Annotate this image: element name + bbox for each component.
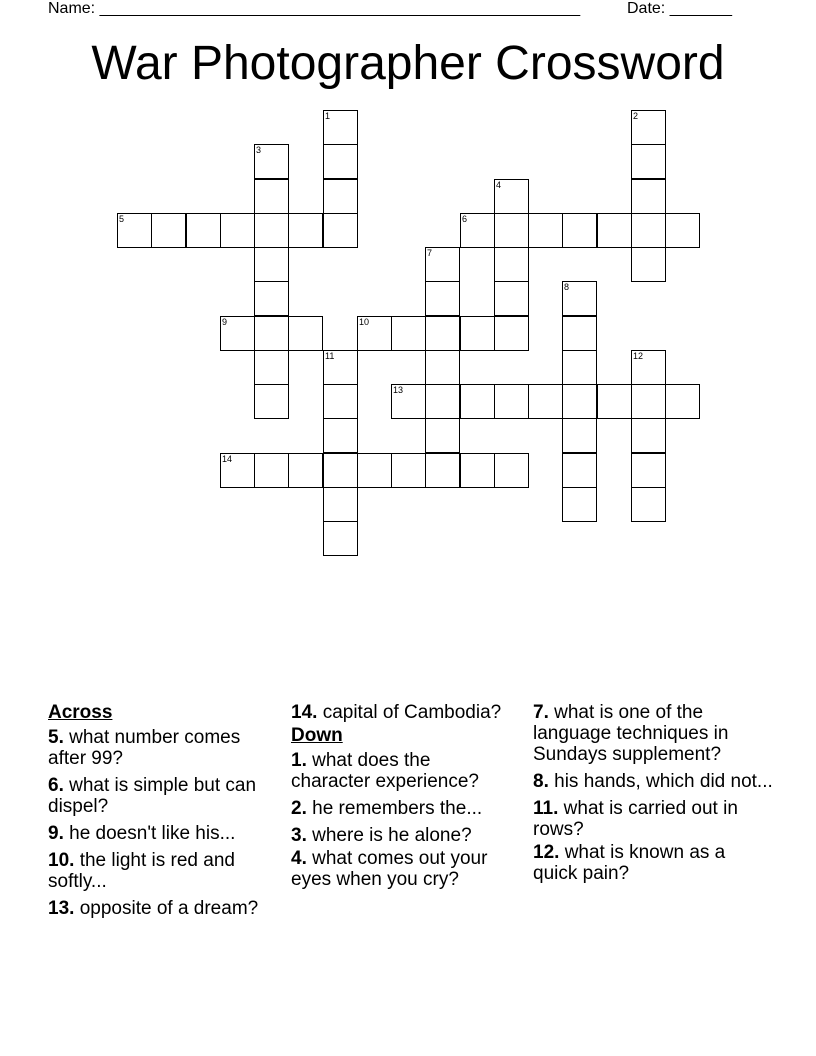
crossword-cell[interactable] [323,418,358,453]
crossword-cell[interactable] [151,213,186,248]
clue-text: what is one of the language techniques in Sundays supplement? [533,702,729,765]
clues-column-1 [48,702,268,925]
clue-number: 4. [291,848,307,869]
crossword-cell[interactable] [323,110,358,145]
clue-across [291,702,511,723]
cell-number: 9 [222,317,228,327]
cell-number: 7 [427,248,433,258]
crossword-cell[interactable] [220,453,255,488]
crossword-cell[interactable] [288,213,323,248]
crossword-cell[interactable] [357,453,392,488]
crossword-cell[interactable] [391,384,426,419]
cell-number: 12 [633,351,644,361]
crossword-cell[interactable] [494,384,529,419]
crossword-cell[interactable] [562,384,597,419]
clue-down [291,798,511,819]
crossword-cell[interactable] [220,316,255,351]
clue-number: 8. [533,771,549,792]
crossword-cell[interactable] [425,350,460,385]
clues-column-2 [291,702,511,896]
crossword-cell[interactable] [597,384,632,419]
crossword-cell[interactable] [323,521,358,556]
crossword-cell[interactable] [494,316,529,351]
clue-down [533,842,773,884]
crossword-cell[interactable] [460,316,495,351]
clue-text: his hands, which did not... [554,771,773,792]
crossword-cell[interactable] [494,179,529,214]
crossword-cell[interactable] [323,453,358,488]
cell-number: 2 [633,111,639,121]
crossword-cell[interactable] [220,213,255,248]
crossword-cell[interactable] [323,179,358,214]
clue-text: what comes out your eyes when you cry? [291,848,488,890]
crossword-cell[interactable] [323,350,358,385]
crossword-cell[interactable] [528,384,563,419]
name-field[interactable]: Name: ______________________________________________________ [48,0,581,17]
crossword-cell[interactable] [254,316,289,351]
clue-across [48,898,268,919]
across-heading: Across [48,702,113,723]
clue-down [533,771,773,792]
cell-number: 4 [496,180,502,190]
clue-number: 5. [48,727,64,748]
crossword-cell[interactable] [254,350,289,385]
crossword-cell[interactable] [631,213,666,248]
crossword-cell[interactable] [323,144,358,179]
clue-text: what is carried out in rows? [533,798,738,840]
crossword-cell[interactable] [494,453,529,488]
crossword-cell[interactable] [631,453,666,488]
cell-number: 8 [564,282,570,292]
clue-number: 6. [48,775,64,796]
cell-number: 5 [119,214,125,224]
crossword-cell[interactable] [357,316,392,351]
crossword-cell[interactable] [460,453,495,488]
down-heading: Down [291,725,343,746]
cell-number: 11 [325,351,335,361]
clue-text: capital of Cambodia? [322,702,502,723]
clue-across [48,775,268,817]
clue-text: what is simple but can dispel? [48,775,257,817]
clue-across [48,727,268,769]
cell-number: 13 [393,385,404,395]
clues-column-3 [533,702,773,890]
clue-text: he remembers the... [312,798,483,819]
page-title: War Photographer Crossword [91,37,725,90]
crossword-cell[interactable] [425,453,460,488]
clue-text: he doesn't like his... [69,823,236,844]
crossword-cell[interactable] [562,316,597,351]
crossword-cell[interactable] [631,487,666,522]
crossword-cell[interactable] [528,213,563,248]
crossword-cell[interactable] [254,384,289,419]
crossword-cell[interactable] [494,281,529,316]
cell-number: 3 [256,145,262,155]
clue-number: 9. [48,823,64,844]
crossword-cell[interactable] [254,144,289,179]
crossword-cell[interactable] [562,453,597,488]
clue-text: the light is red and softly... [48,850,235,892]
clue-across [48,850,268,892]
cell-number: 6 [462,214,468,224]
crossword-cell[interactable] [631,179,666,214]
clue-down [291,750,511,792]
clue-number: 12. [533,842,560,863]
clue-down [291,825,511,846]
crossword-cell[interactable] [597,213,632,248]
crossword-cell[interactable] [117,213,152,248]
clue-number: 13. [48,898,75,919]
crossword-cell[interactable] [391,316,426,351]
crossword-cell[interactable] [562,213,597,248]
cell-number: 14 [222,454,233,464]
clue-number: 10. [48,850,75,871]
clue-number: 7. [533,702,549,723]
crossword-cell[interactable] [631,144,666,179]
crossword-cell[interactable] [391,453,426,488]
crossword-cell[interactable] [254,453,289,488]
crossword-cell[interactable] [425,281,460,316]
cell-number: 10 [359,317,370,327]
crossword-cell[interactable] [631,350,666,385]
crossword-cell[interactable] [425,316,460,351]
crossword-cell[interactable] [631,110,666,145]
crossword-cell[interactable] [562,487,597,522]
crossword-cell[interactable] [425,418,460,453]
crossword-cell[interactable] [425,247,460,282]
crossword-cell[interactable] [323,487,358,522]
crossword-cell[interactable] [494,247,529,282]
crossword-cell[interactable] [562,418,597,453]
date-field[interactable]: Date: _______ [627,0,732,17]
crossword-cell[interactable] [665,213,700,248]
clue-number: 1. [291,750,307,771]
crossword-cell[interactable] [254,247,289,282]
clue-down [291,848,511,890]
clue-down [533,798,773,840]
clue-number: 3. [291,825,307,846]
clue-text: where is he alone? [312,825,472,846]
clue-text: what is known as a quick pain? [533,842,726,884]
crossword-cell[interactable] [631,418,666,453]
clue-number: 2. [291,798,307,819]
crossword-cell[interactable] [288,316,323,351]
clue-text: what does the character experience? [291,750,479,792]
crossword-cell[interactable] [323,384,358,419]
clue-number: 11. [533,798,559,819]
cell-number: 1 [325,111,331,121]
crossword-cell[interactable] [631,247,666,282]
crossword-cell[interactable] [460,213,495,248]
crossword-cell[interactable] [254,213,289,248]
crossword-cell[interactable] [460,384,495,419]
crossword-cell[interactable] [254,179,289,214]
crossword-cell[interactable] [425,384,460,419]
crossword-cell[interactable] [323,213,358,248]
crossword-cell[interactable] [186,213,221,248]
clue-text: what number comes after 99? [48,727,241,769]
clue-across [48,823,268,844]
crossword-cell[interactable] [631,384,666,419]
crossword-cell[interactable] [665,384,700,419]
crossword-cell[interactable] [562,350,597,385]
crossword-cell[interactable] [254,281,289,316]
crossword-cell[interactable] [494,213,529,248]
clue-text: opposite of a dream? [79,898,259,919]
clue-number: 14. [291,702,318,723]
clue-down [533,702,773,765]
crossword-cell[interactable] [288,453,323,488]
crossword-cell[interactable] [562,281,597,316]
